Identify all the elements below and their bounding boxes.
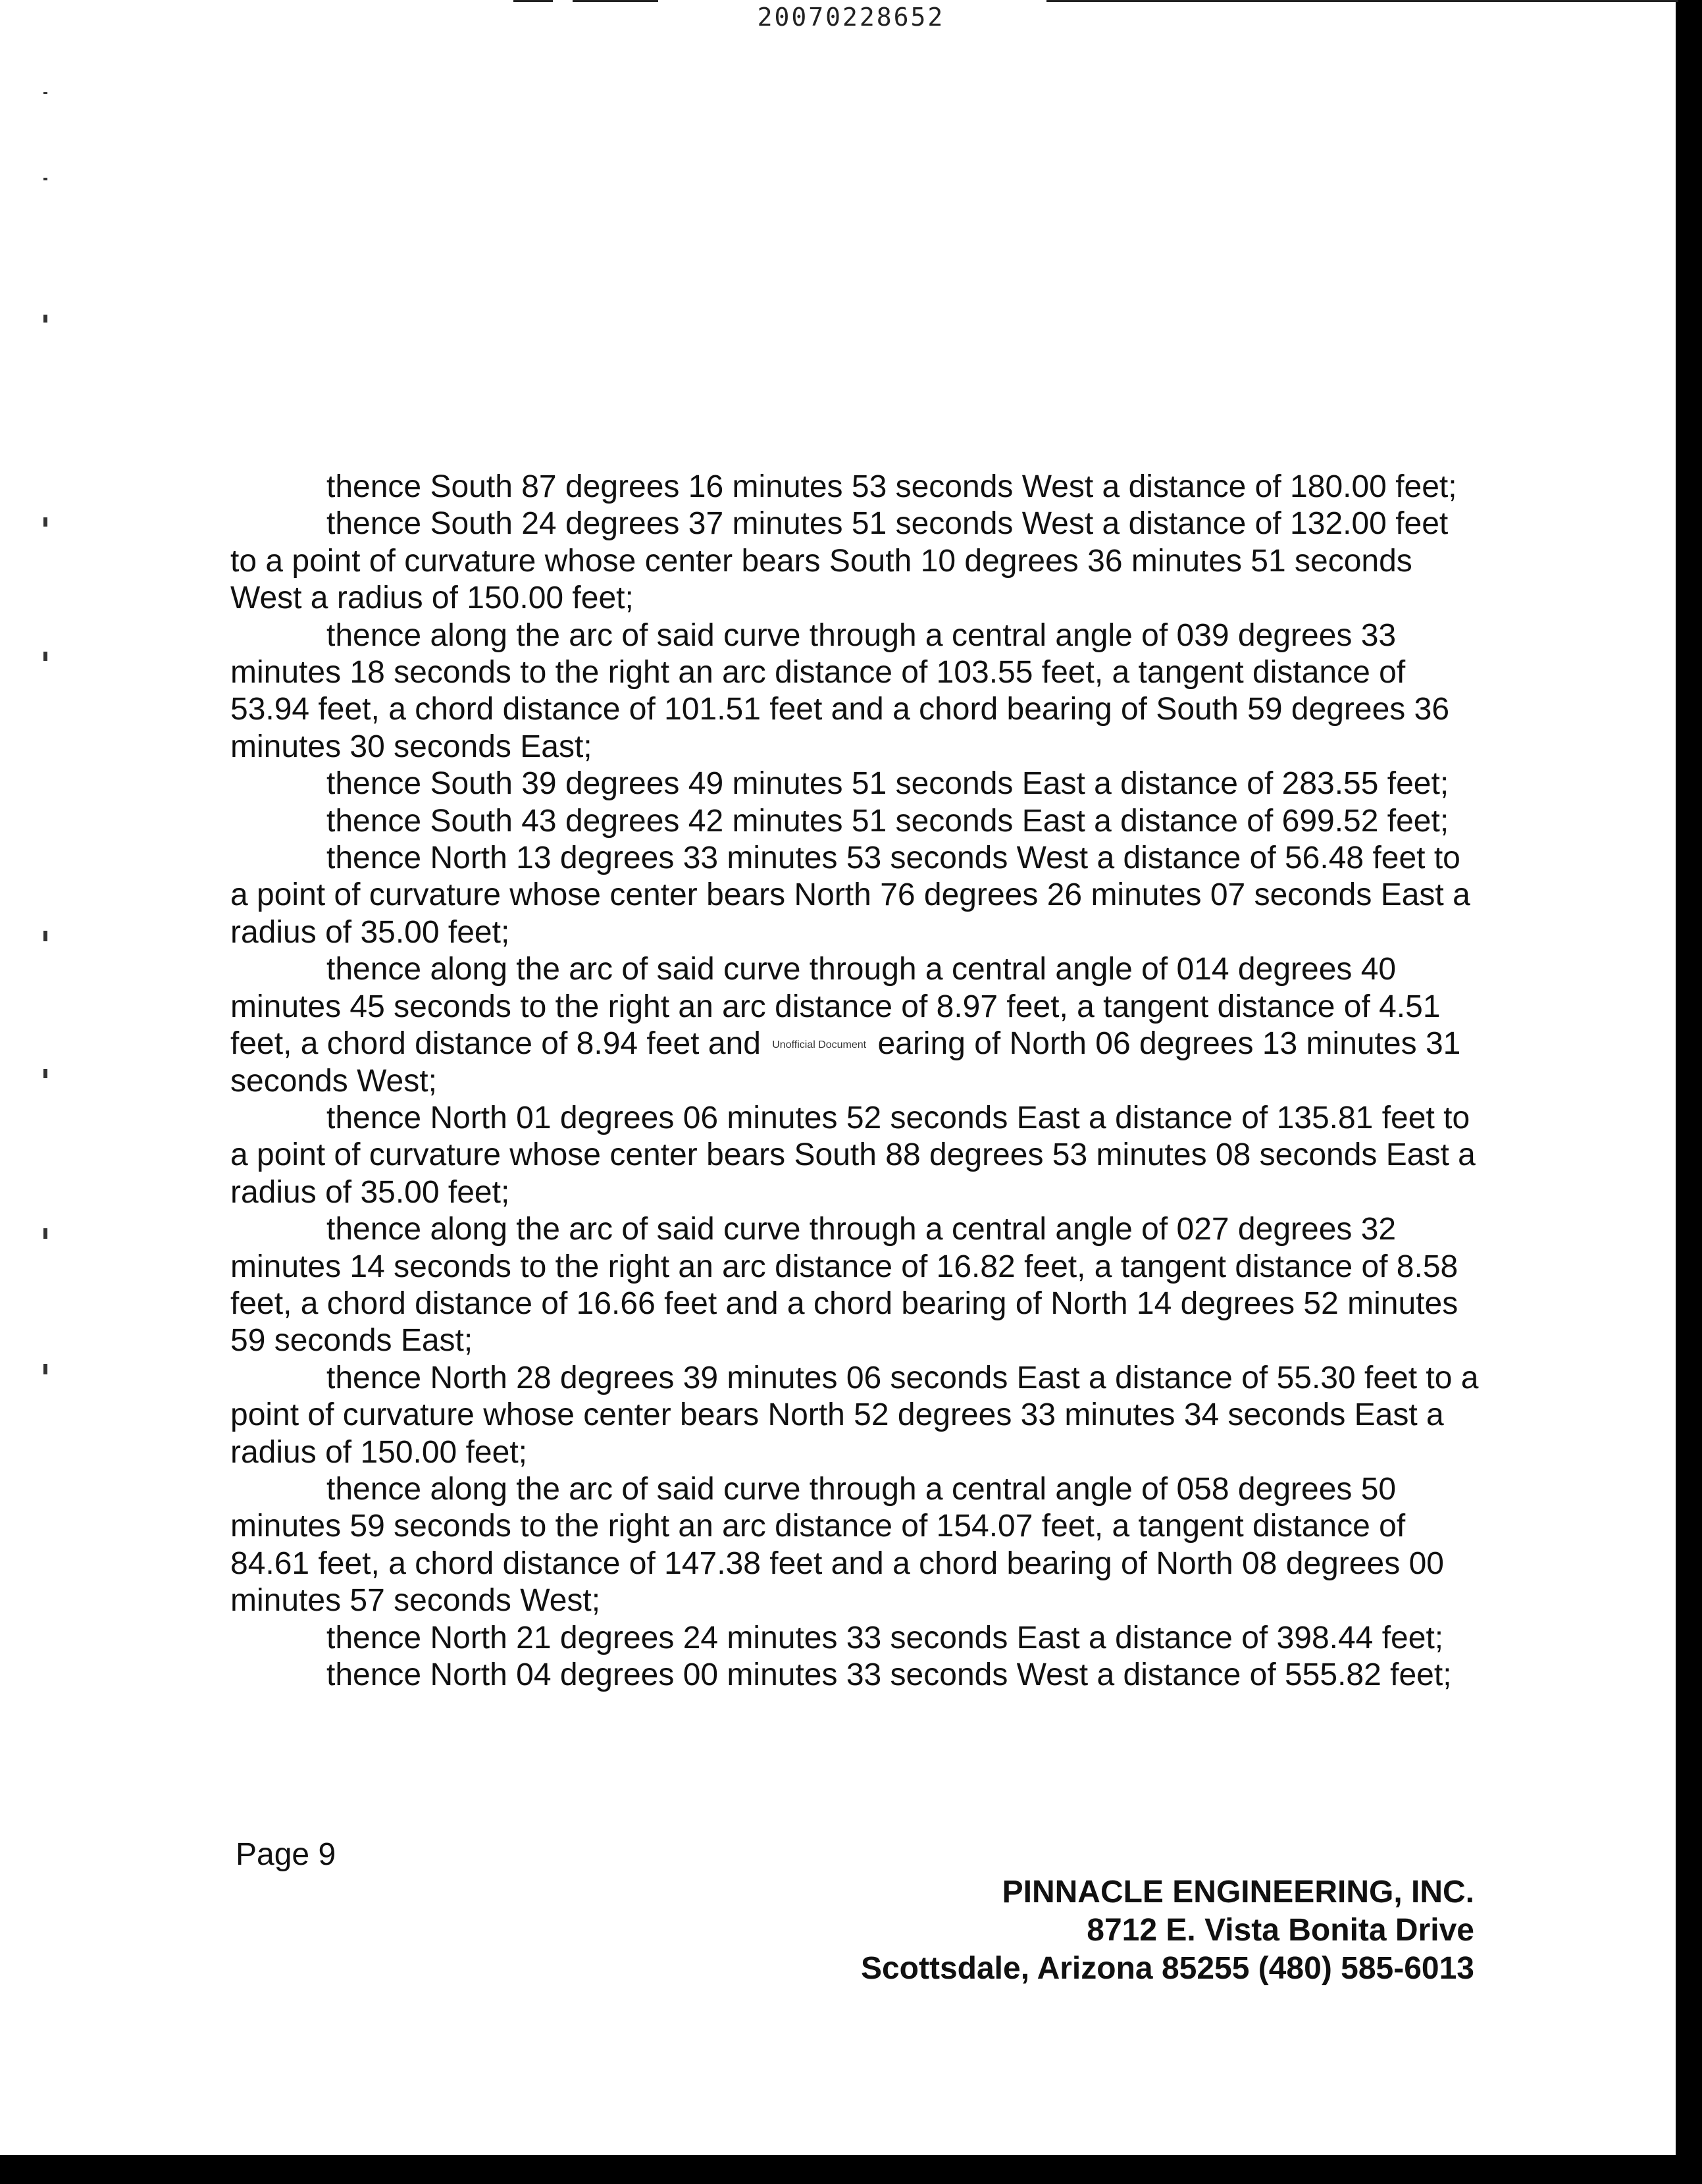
- company-address-block: [861, 1873, 1474, 1988]
- legal-description: [230, 469, 1481, 1694]
- margin-mark: [43, 178, 47, 180]
- scan-border-bottom: [0, 2155, 1702, 2184]
- top-rule-right: [1046, 0, 1678, 2]
- margin-mark: [43, 652, 47, 661]
- paragraph: thence along the arc of said curve through a central angle of 058 degrees 50 minutes 59 seconds to the right an arc distance of 154.07 feet, a tangent distance of 84.61 feet, a chord distance of 147.38 feet and a chord bearing of North 08 degrees 00 minutes 57 seconds West;: [230, 1471, 1444, 1619]
- paragraph: thence North 21 degrees 24 minutes 33 seconds East a distance of 398.44 feet;: [326, 1620, 1444, 1655]
- scan-border-right: [1676, 0, 1702, 2184]
- city-phone: Scottsdale, Arizona 85255 (480) 585-6013: [860, 1951, 1474, 1986]
- paragraph: thence along the arc of said curve through a central angle of 027 degrees 32 minutes 14 seconds to the right an arc distance of 16.82 feet, a tangent distance of 8.58 feet, a chord distance of 16.66 feet and a chord bearing of North 14 degrees 52 minutes 59 seconds East;: [230, 1212, 1458, 1359]
- street-address: 8712 E. Vista Bonita Drive: [1087, 1913, 1474, 1948]
- unofficial-document-watermark: Unofficial Document: [772, 1039, 867, 1051]
- paragraph: [230, 951, 1481, 1100]
- recording-number: 20070228652: [757, 3, 945, 32]
- paragraph: thence along the arc of said curve through a central angle of 039 degrees 33 minutes 18 seconds to the right an arc distance of 103.55 feet, a tangent distance of 53.94 feet, a chord distance of 101.51 feet and a chord bearing of South 59 degrees 36 minutes 30 seconds East;: [230, 617, 1450, 764]
- margin-mark: [43, 1069, 47, 1078]
- company-name: PINNACLE ENGINEERING, INC.: [1002, 1875, 1474, 1910]
- page-number: Page 9: [236, 1837, 336, 1872]
- paragraph: thence North 01 degrees 06 minutes 52 seconds East a distance of 135.81 feet to a point of curvature whose center bears South 88 degrees 53 minutes 08 seconds East a radius of 35.00 feet;: [230, 1100, 1476, 1210]
- margin-mark: [43, 517, 47, 527]
- paragraph: thence North 13 degrees 33 minutes 53 seconds West a distance of 56.48 feet to a point of curvature whose center bears North 76 degrees 26 minutes 07 seconds East a radius of 35.00 feet;: [230, 841, 1470, 950]
- margin-mark: [43, 931, 47, 941]
- margin-mark: [43, 92, 47, 94]
- paragraph: thence South 39 degrees 49 minutes 51 seconds East a distance of 283.55 feet;: [326, 766, 1449, 802]
- paragraph-text: earing of North 06 degrees 13 minutes 31 seconds West;: [230, 1026, 1461, 1099]
- margin-mark: [43, 1364, 47, 1374]
- margin-mark: [43, 1228, 47, 1239]
- paragraph: thence North 04 degrees 00 minutes 33 seconds West a distance of 555.82 feet;: [326, 1657, 1452, 1692]
- top-rule-left: [513, 0, 553, 2]
- top-rule-middle: [573, 0, 658, 2]
- paragraph: thence South 87 degrees 16 minutes 53 seconds West a distance of 180.00 feet;: [326, 469, 1457, 504]
- paragraph: thence South 24 degrees 37 minutes 51 seconds West a distance of 132.00 feet to a point of curvature whose center bears South 10 degrees 36 minutes 51 seconds West a radius of 150.00 feet;: [230, 506, 1449, 616]
- paragraph: thence South 43 degrees 42 minutes 51 seconds East a distance of 699.52 feet;: [326, 803, 1449, 839]
- paragraph: thence North 28 degrees 39 minutes 06 seconds East a distance of 55.30 feet to a point of curvature whose center bears North 52 degrees 33 minutes 34 seconds East a radius of 150.00 feet;: [230, 1360, 1479, 1470]
- margin-mark: [43, 315, 47, 323]
- paragraph-text: thence along the arc of said curve through a central angle of 014 degrees 40 minutes 45 seconds to the right an arc distance of 8.97 feet, a tangent distance of 4.51 feet, a chord distance of 8.94 feet and: [230, 952, 1441, 1062]
